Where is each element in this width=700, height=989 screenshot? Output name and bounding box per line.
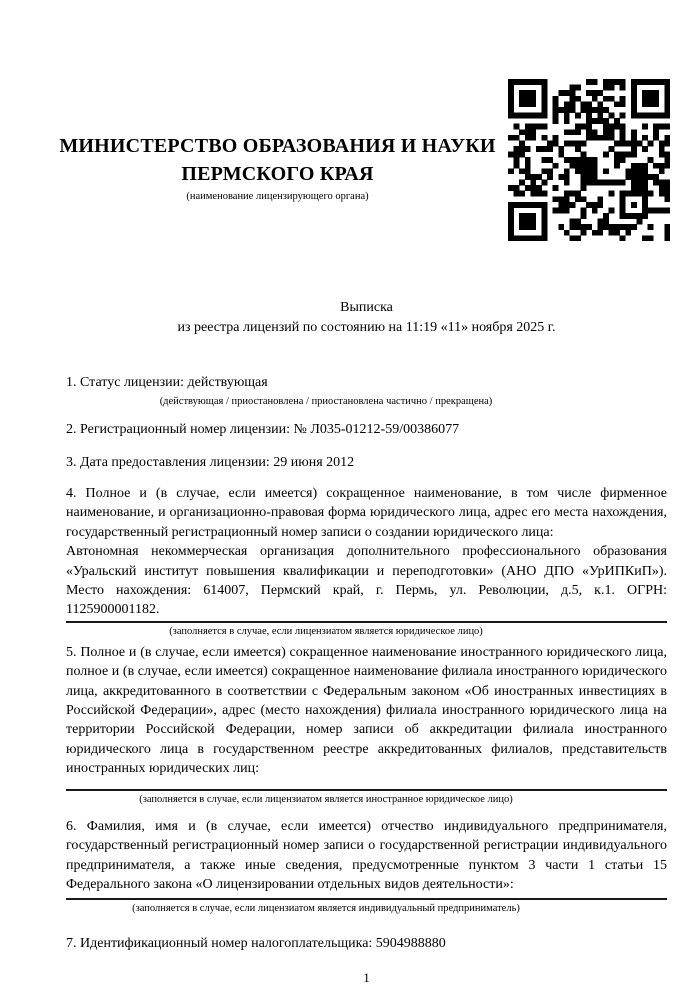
- qr-code: [508, 79, 670, 241]
- item-5-text: 5. Полное и (в случае, если имеется) сокращенное наименование иностранного юридического лица, полное и (в случае, если имеется) сокращенное наименование филиала иностранного юридического лица, аккредитованного в соответствии с Федеральным законом «Об иностранных инвестициях в Российской Федерации», адрес (место нахождения) филиала иностранного юридического лица на территории Российской Федерации, номер записи об аккредитации филиала иностранного юридического лица в государственном реестре аккредитованных филиалов, представительств иностранных юридических лиц:: [66, 644, 667, 777]
- item-6-text: 6. Фамилия, имя и (в случае, если имеется) отчество индивидуального предпринимателя, государственный регистрационный номер записи о государственной регистрации индивидуального предпринимателя, а также иные сведения, предусмотренные пунктом 3 части 1 статьи 15 Федерального закона «О лицензировании отдельных видов деятельности»:: [66, 818, 667, 892]
- item-1-text: 1. Статус лицензии: действующая: [66, 375, 268, 390]
- item-6-empty-field: [66, 894, 667, 900]
- item-2-text: 2. Регистрационный номер лицензии: № Л035-01212-59/00386077: [66, 421, 460, 437]
- item-1-caption: (действующая / приостановлена / приостановлена частично / прекращена): [159, 395, 493, 407]
- ministry-caption: (наименование лицензирующего органа): [186, 191, 369, 202]
- items-list: [66, 373, 667, 954]
- item-5-caption: (заполняется в случае, если лицензиатом является иностранное юридическое лицо): [139, 793, 513, 805]
- item-legal-entity: [66, 484, 667, 638]
- item-4-caption: (заполняется в случае, если лицензиатом является юридическое лицо): [169, 625, 483, 637]
- ministry-name-line1: МИНИСТЕРСТВО ОБРАЗОВАНИЯ И НАУКИ: [59, 135, 496, 157]
- document-header: [0, 0, 700, 298]
- item-license-status: [66, 373, 667, 408]
- document-title-line2: из реестра лицензий по состоянию на 11:19 «11» ноября 2025 г.: [177, 320, 556, 335]
- document-title-line1: Выписка: [340, 300, 393, 315]
- item-7-text: 7. Идентификационный номер налогоплательщика: 5904988880: [66, 936, 446, 952]
- item-4-text: 4. Полное и (в случае, если имеется) сокращенное наименование, в том числе фирменное наименование, и организационно-правовая форма юридического лица, адрес его места нахождения, государственный регистрационный номер записи о создании юридического лица:: [66, 486, 667, 540]
- page-number: 1: [363, 969, 370, 985]
- item-4-value: Автономная некоммерческая организация дополнительного профессионального образования «Уральский институт повышения квалификации и переподготовки» (АНО ДПО «УрИПКиП»). Место нахождения: 614007, Пермский край, г. Пермь, ул. Революции, д.5, к.1. ОГРН: 1125900001182.: [66, 542, 667, 623]
- item-registration-number: [66, 420, 667, 440]
- item-6-caption: (заполняется в случае, если лицензиатом является индивидуальный предприниматель): [132, 903, 520, 915]
- ministry-name-line2: ПЕРМСКОГО КРАЯ: [181, 163, 374, 185]
- item-3-text: 3. Дата предоставления лицензии: 29 июня 2012: [66, 455, 355, 470]
- item-license-date: [66, 453, 667, 473]
- document-title: [66, 298, 667, 338]
- licensing-authority-block: [40, 132, 515, 203]
- item-taxpayer-number: [66, 934, 667, 954]
- item-5-empty-field: [66, 779, 667, 791]
- document-body: [66, 298, 667, 987]
- item-individual-entrepreneur: [66, 817, 667, 916]
- qr-code-svg: [508, 79, 670, 241]
- item-foreign-entity: [66, 643, 667, 806]
